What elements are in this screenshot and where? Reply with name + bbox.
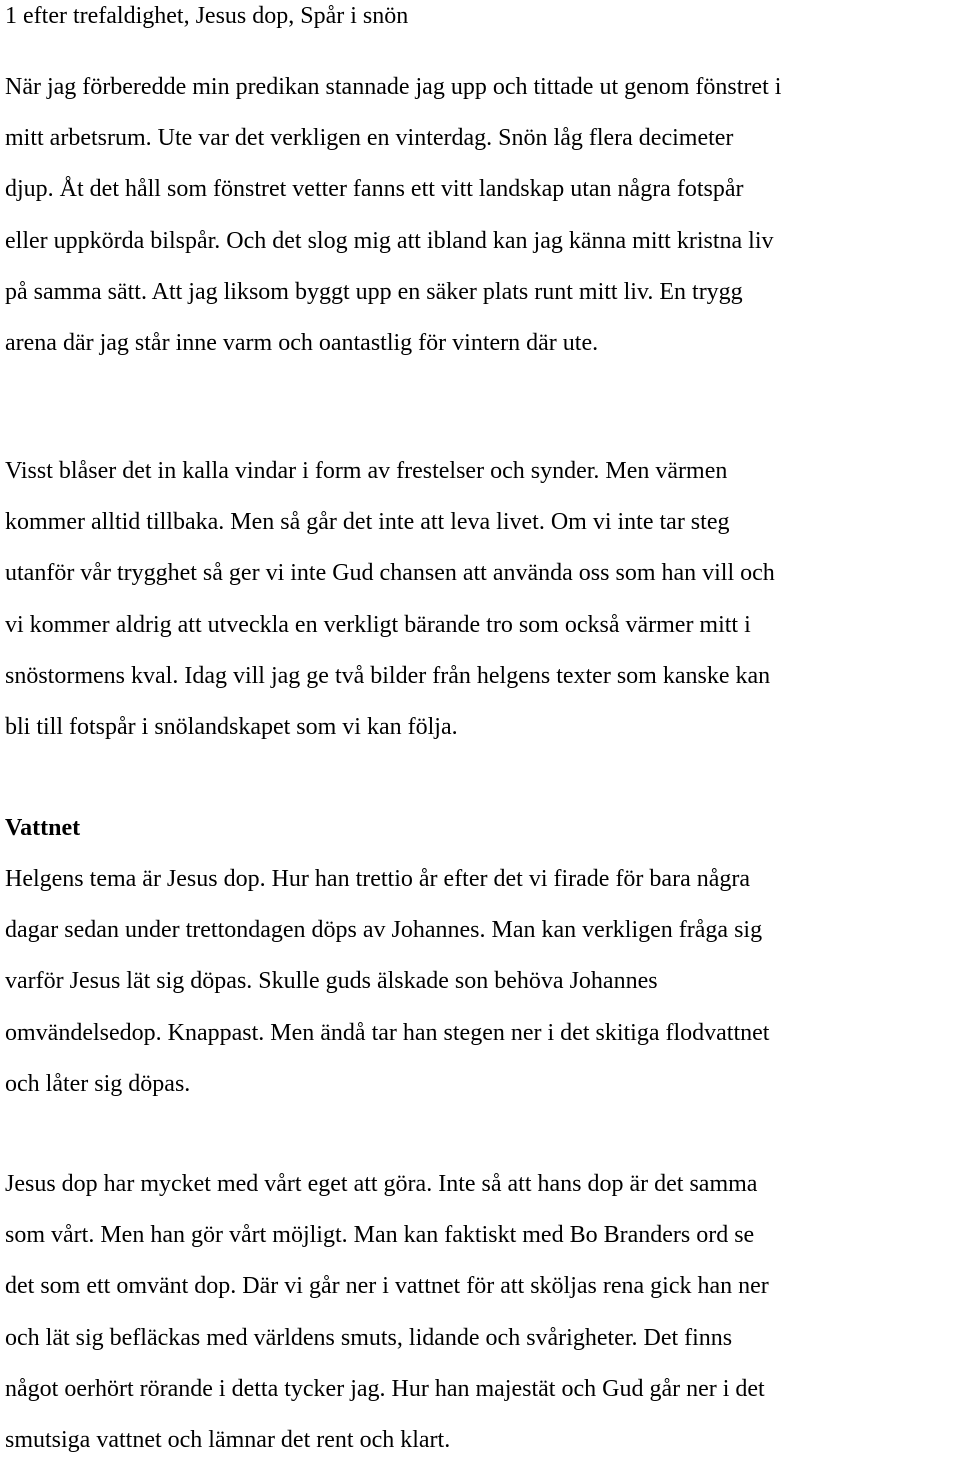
paragraph-reverse-baptism [5,1159,769,1466]
text-line: eller uppkörda bilspår. Och det slog mig att ibland kan jag känna mitt kristna liv [5,227,774,254]
text-line: det som ett omvänt dop. Där vi går ner i vattnet för att sköljas rena gick han ner [5,1273,769,1300]
text-line: djup. Åt det håll som fönstret vetter fanns ett vitt landskap utan några fotspår [5,176,744,203]
text-line: varför Jesus lät sig döpas. Skulle guds älskade son behöva Johannes [5,968,658,995]
text-line: Helgens tema är Jesus dop. Hur han trettio år efter det vi firade för bara några [5,866,751,892]
text-line: och låter sig döpas. [5,1070,191,1097]
paragraph-intro [5,62,781,369]
text-line: vi kommer aldrig att utveckla en verkligt bärande tro som också värmer mitt i [5,611,751,638]
text-line: som vårt. Men han gör vårt möjligt. Man kan faktiskt med Bo Branders ord se [5,1222,755,1249]
text-line: mitt arbetsrum. Ute var det verkligen en vinterdag. Snön låg flera decimeter [5,125,734,152]
text-line: snöstormens kval. Idag vill jag ge två bilder från helgens texter som kanske kan [5,662,771,689]
text-line: på samma sätt. Att jag liksom byggt upp en säker plats runt mitt liv. En trygg [5,278,743,305]
text-line: arena där jag står inne varm och oantastlig för vintern där ute. [5,330,599,357]
text-line: smutsiga vattnet och lämnar det rent och klart. [5,1427,451,1454]
text-line: utanför vår trygghet så ger vi inte Gud chansen att använda oss som han vill och [5,560,775,587]
document-title: 1 efter trefaldighet, Jesus dop, Spår i snön [5,3,409,29]
text-line: Visst blåser det in kalla vindar i form av frestelser och synder. Men värmen [5,458,728,484]
section-heading: Vattnet [5,815,81,841]
text-line: Jesus dop har mycket med vårt eget att göra. Inte så att hans dop är det samma [5,1171,758,1197]
text-line: När jag förberedde min predikan stannade jag upp och tittade ut genom fönstret i [5,74,782,100]
paragraph-winds [5,446,775,753]
text-line: dagar sedan under trettondagen döps av Johannes. Man kan verkligen fråga sig [5,917,763,944]
text-line: bli till fotspår i snölandskapet som vi kan följa. [5,714,458,741]
text-line: kommer alltid tillbaka. Men så går det inte att leva livet. Om vi inte tar steg [5,509,730,536]
paragraph-baptism [5,854,769,1110]
text-line: och lät sig befläckas med världens smuts, lidande och svårigheter. Det finns [5,1324,733,1351]
text-line: omvändelsedop. Knappast. Men ändå tar han stegen ner i det skitiga flodvattnet [5,1019,770,1046]
text-line: något oerhört rörande i detta tycker jag. Hur han majestät och Gud går ner i det [5,1375,765,1402]
